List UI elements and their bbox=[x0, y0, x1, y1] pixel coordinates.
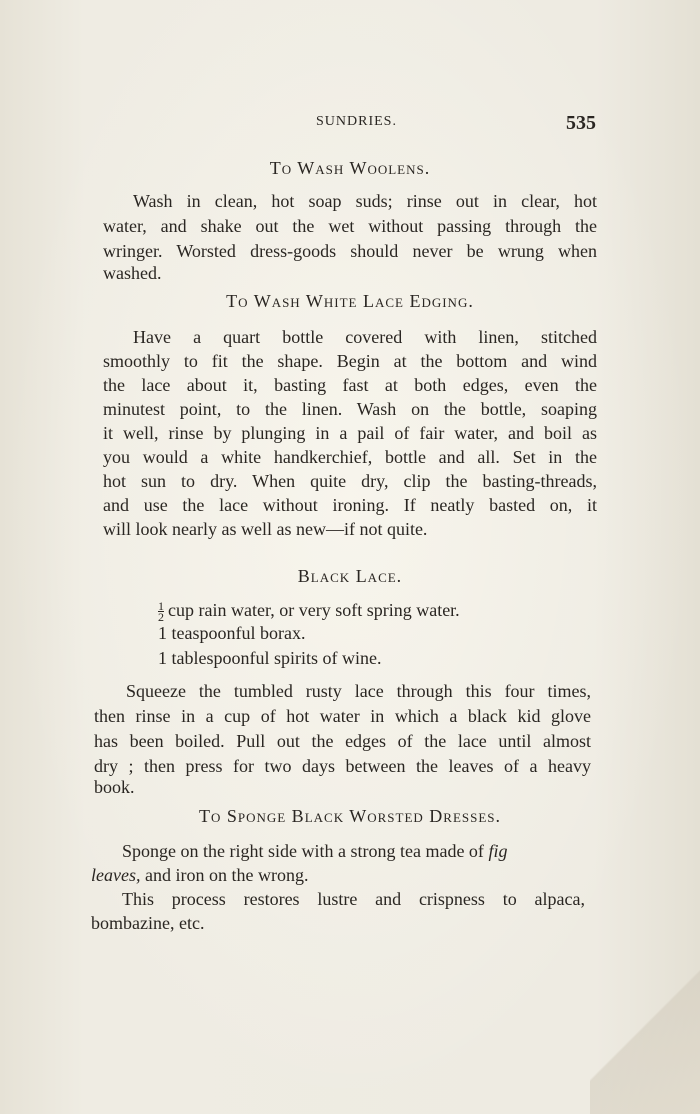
text-line: Squeeze the tumbled rusty lace through this four times, bbox=[126, 681, 591, 701]
text-line: wringer. Worsted dress-goods should never be wrung when bbox=[103, 241, 597, 261]
text-line: will look nearly as well as new—if not quite. bbox=[103, 519, 428, 539]
text-line: you would a white handkerchief, bottle and all. Set in the bbox=[103, 447, 597, 467]
text-line: has been boiled. Pull out the edges of the lace until almost bbox=[94, 731, 591, 751]
text-line: dry ; then press for two days between the leaves of a heavy bbox=[94, 756, 591, 776]
text-line: Sponge on the right side with a strong tea made of fig bbox=[122, 841, 508, 861]
text-line: then rinse in a cup of hot water in which a black kid glove bbox=[94, 706, 591, 726]
heading-wash-lace-edging: To Wash White Lace Edging. bbox=[226, 291, 474, 311]
text-line: leaves, and iron on the wrong. bbox=[91, 865, 309, 885]
text-line: minutest point, to the linen. Wash on the bottle, soaping bbox=[103, 399, 597, 419]
text-line: Wash in clean, hot soap suds; rinse out in clear, hot bbox=[133, 191, 597, 211]
heading-black-lace: Black Lace. bbox=[297, 566, 403, 586]
page-corner-fold bbox=[590, 934, 700, 1114]
ingredient-line: 1 teaspoonful borax. bbox=[158, 623, 306, 643]
page-number: 535 bbox=[566, 112, 596, 134]
text-line: smoothly to fit the shape. Begin at the bottom and wind bbox=[103, 351, 597, 371]
fraction-half: $\frac{1}{2}$ bbox=[158, 599, 164, 625]
running-title: SUNDRIES. bbox=[316, 114, 397, 129]
text-line: bombazine, etc. bbox=[91, 913, 205, 933]
text-line: Have a quart bottle covered with linen, stitched bbox=[133, 327, 597, 347]
text-line: and use the lace without ironing. If neatly basted on, it bbox=[103, 495, 597, 515]
text-line: the lace about it, basting fast at both edges, even the bbox=[103, 375, 597, 395]
text-line: it well, rinse by plunging in a pail of fair water, and boil as bbox=[103, 423, 597, 443]
text-line: This process restores lustre and crispness to alpaca, bbox=[122, 889, 585, 909]
heading-wash-woolens: To Wash Woolens. bbox=[269, 158, 431, 178]
text-line: book. bbox=[94, 777, 135, 797]
ingredient-line: 1 tablespoonful spirits of wine. bbox=[158, 648, 382, 668]
text-line: hot sun to dry. When quite dry, clip the basting-threads, bbox=[103, 471, 597, 491]
ingredient-line: $\frac{1}{2}$ cup rain water, or very soft spring water. bbox=[158, 599, 460, 625]
running-head bbox=[0, 112, 700, 136]
text-line: water, and shake out the wet without passing through the bbox=[103, 216, 597, 236]
text-line: washed. bbox=[103, 263, 162, 283]
heading-sponge-worsted: To Sponge Black Worsted Dresses. bbox=[198, 806, 502, 826]
